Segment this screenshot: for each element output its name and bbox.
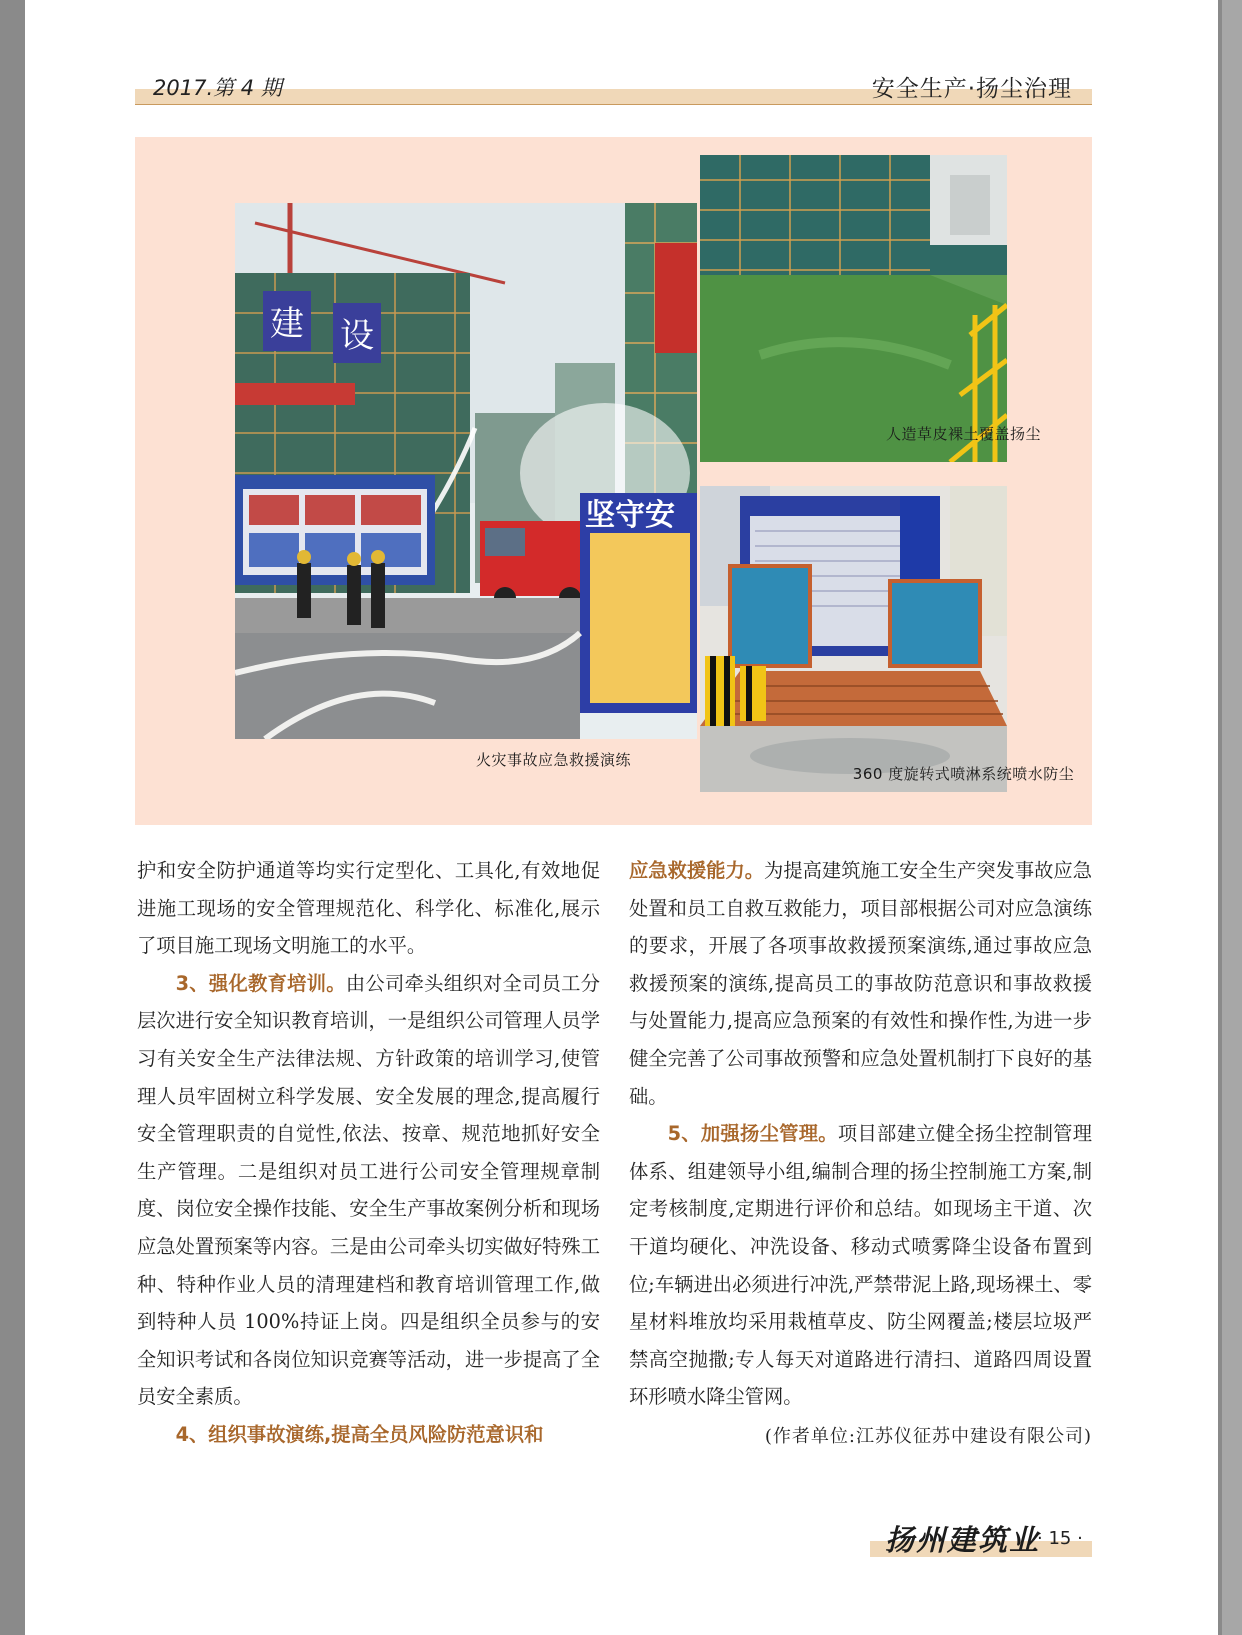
author-affiliation: (作者单位:江苏仪征苏中建设有限公司)	[764, 1425, 1092, 1447]
right-paragraph-2	[629, 1115, 1092, 1416]
fire-drill-photo	[235, 203, 697, 739]
caption-turf-cover: 人造草皮裸土覆盖扬尘	[885, 425, 1041, 443]
figure-panel	[135, 137, 1092, 825]
education-training-text: 由公司牵头组织对全司员工分层次进行安全知识教育培训，一是组织公司管理人员学习有关安全生产法律法规、方针政策的培训学习,使管理人员牢固树立科学发展、安全发展的理念,提高履行安全管理职责的自觉性,依法、按章、规范地抓好安全生产管理。二是组织对员工进行公司安全管理规章制度、岗位安全操作技能、安全生产事故案例分析和现场应急处置预案等内容。三是由公司牵头切实做好特殊工种、特种作业人员的清理建档和教育培训管理工作,做到特种人员 100%持证上岗。四是组织全员参与的安全知识考试和各岗位知识竞赛等活动，进一步提高了全员安全素质。	[137, 971, 601, 1409]
page-edge-shadow	[1222, 0, 1242, 1635]
right-column	[629, 852, 1092, 1456]
heading-education-training: 3、强化教育培训。	[175, 971, 346, 995]
turf-cover-photo	[700, 155, 1007, 462]
left-column	[137, 852, 600, 1454]
magazine-logo: 扬州建筑业	[885, 1523, 1041, 1557]
left-paragraph-1: 护和安全防护通道等均实行定型化、工具化,有效地促进施工现场的安全管理规范化、科学化、标准化,展示了项目施工现场文明施工的水平。	[137, 859, 600, 958]
emergency-rescue-text: 为提高建筑施工安全生产突发事故应急处置和员工自救互救能力，项目部根据公司对应急演练的要求，开展了各项事故救援预案演练,通过事故应急救援预案的演练,提高员工的事故防范意识和事故救援与处置能力,提高应急预案的有效性和操作性,为进一步健全完善了公司事故预警和应急处置机制打下良好的基础。	[629, 859, 1093, 1108]
left-paragraph-3	[137, 1416, 600, 1454]
left-paragraph-2	[137, 965, 600, 1416]
sprinkler-photo	[700, 486, 1007, 792]
heading-emergency-rescue: 应急救援能力。	[629, 859, 765, 882]
magazine-page	[25, 0, 1218, 1635]
caption-sprinkler: 360 度旋转式喷淋系统喷水防尘	[852, 765, 1075, 783]
right-paragraph-1	[629, 852, 1092, 1115]
heading-dust-control: 5、加强扬尘管理。	[667, 1122, 838, 1146]
sign-char-jian: 建	[270, 304, 304, 344]
caption-fire-drill: 火灾事故应急救援演练	[475, 751, 631, 769]
section-title: 安全生产·扬尘治理	[871, 76, 1072, 102]
heading-accident-drill: 4、组织事故演练,提高全员风险防范意识和	[175, 1422, 544, 1446]
banner-text: 坚守安	[585, 498, 675, 533]
issue-label: 2017.第 4 期	[153, 76, 282, 100]
dust-control-text: 项目部建立健全扬尘控制管理体系、组建领导小组,编制合理的扬尘控制施工方案,制定考核制度,定期进行评价和总结。如现场主干道、次干道均硬化、冲洗设备、移动式喷雾降尘设备布置到位;车辆进出必须进行冲洗,严禁带泥上路,现场裸土、零星材料堆放均采用栽植草皮、防尘网覆盖;楼层垃圾严禁高空抛撒;专人每天对道路进行清扫、道路四周设置环形喷水降尘管网。	[629, 1122, 1093, 1409]
sign-char-she: 设	[340, 316, 374, 356]
page-number: · 15 ·	[1037, 1528, 1083, 1549]
